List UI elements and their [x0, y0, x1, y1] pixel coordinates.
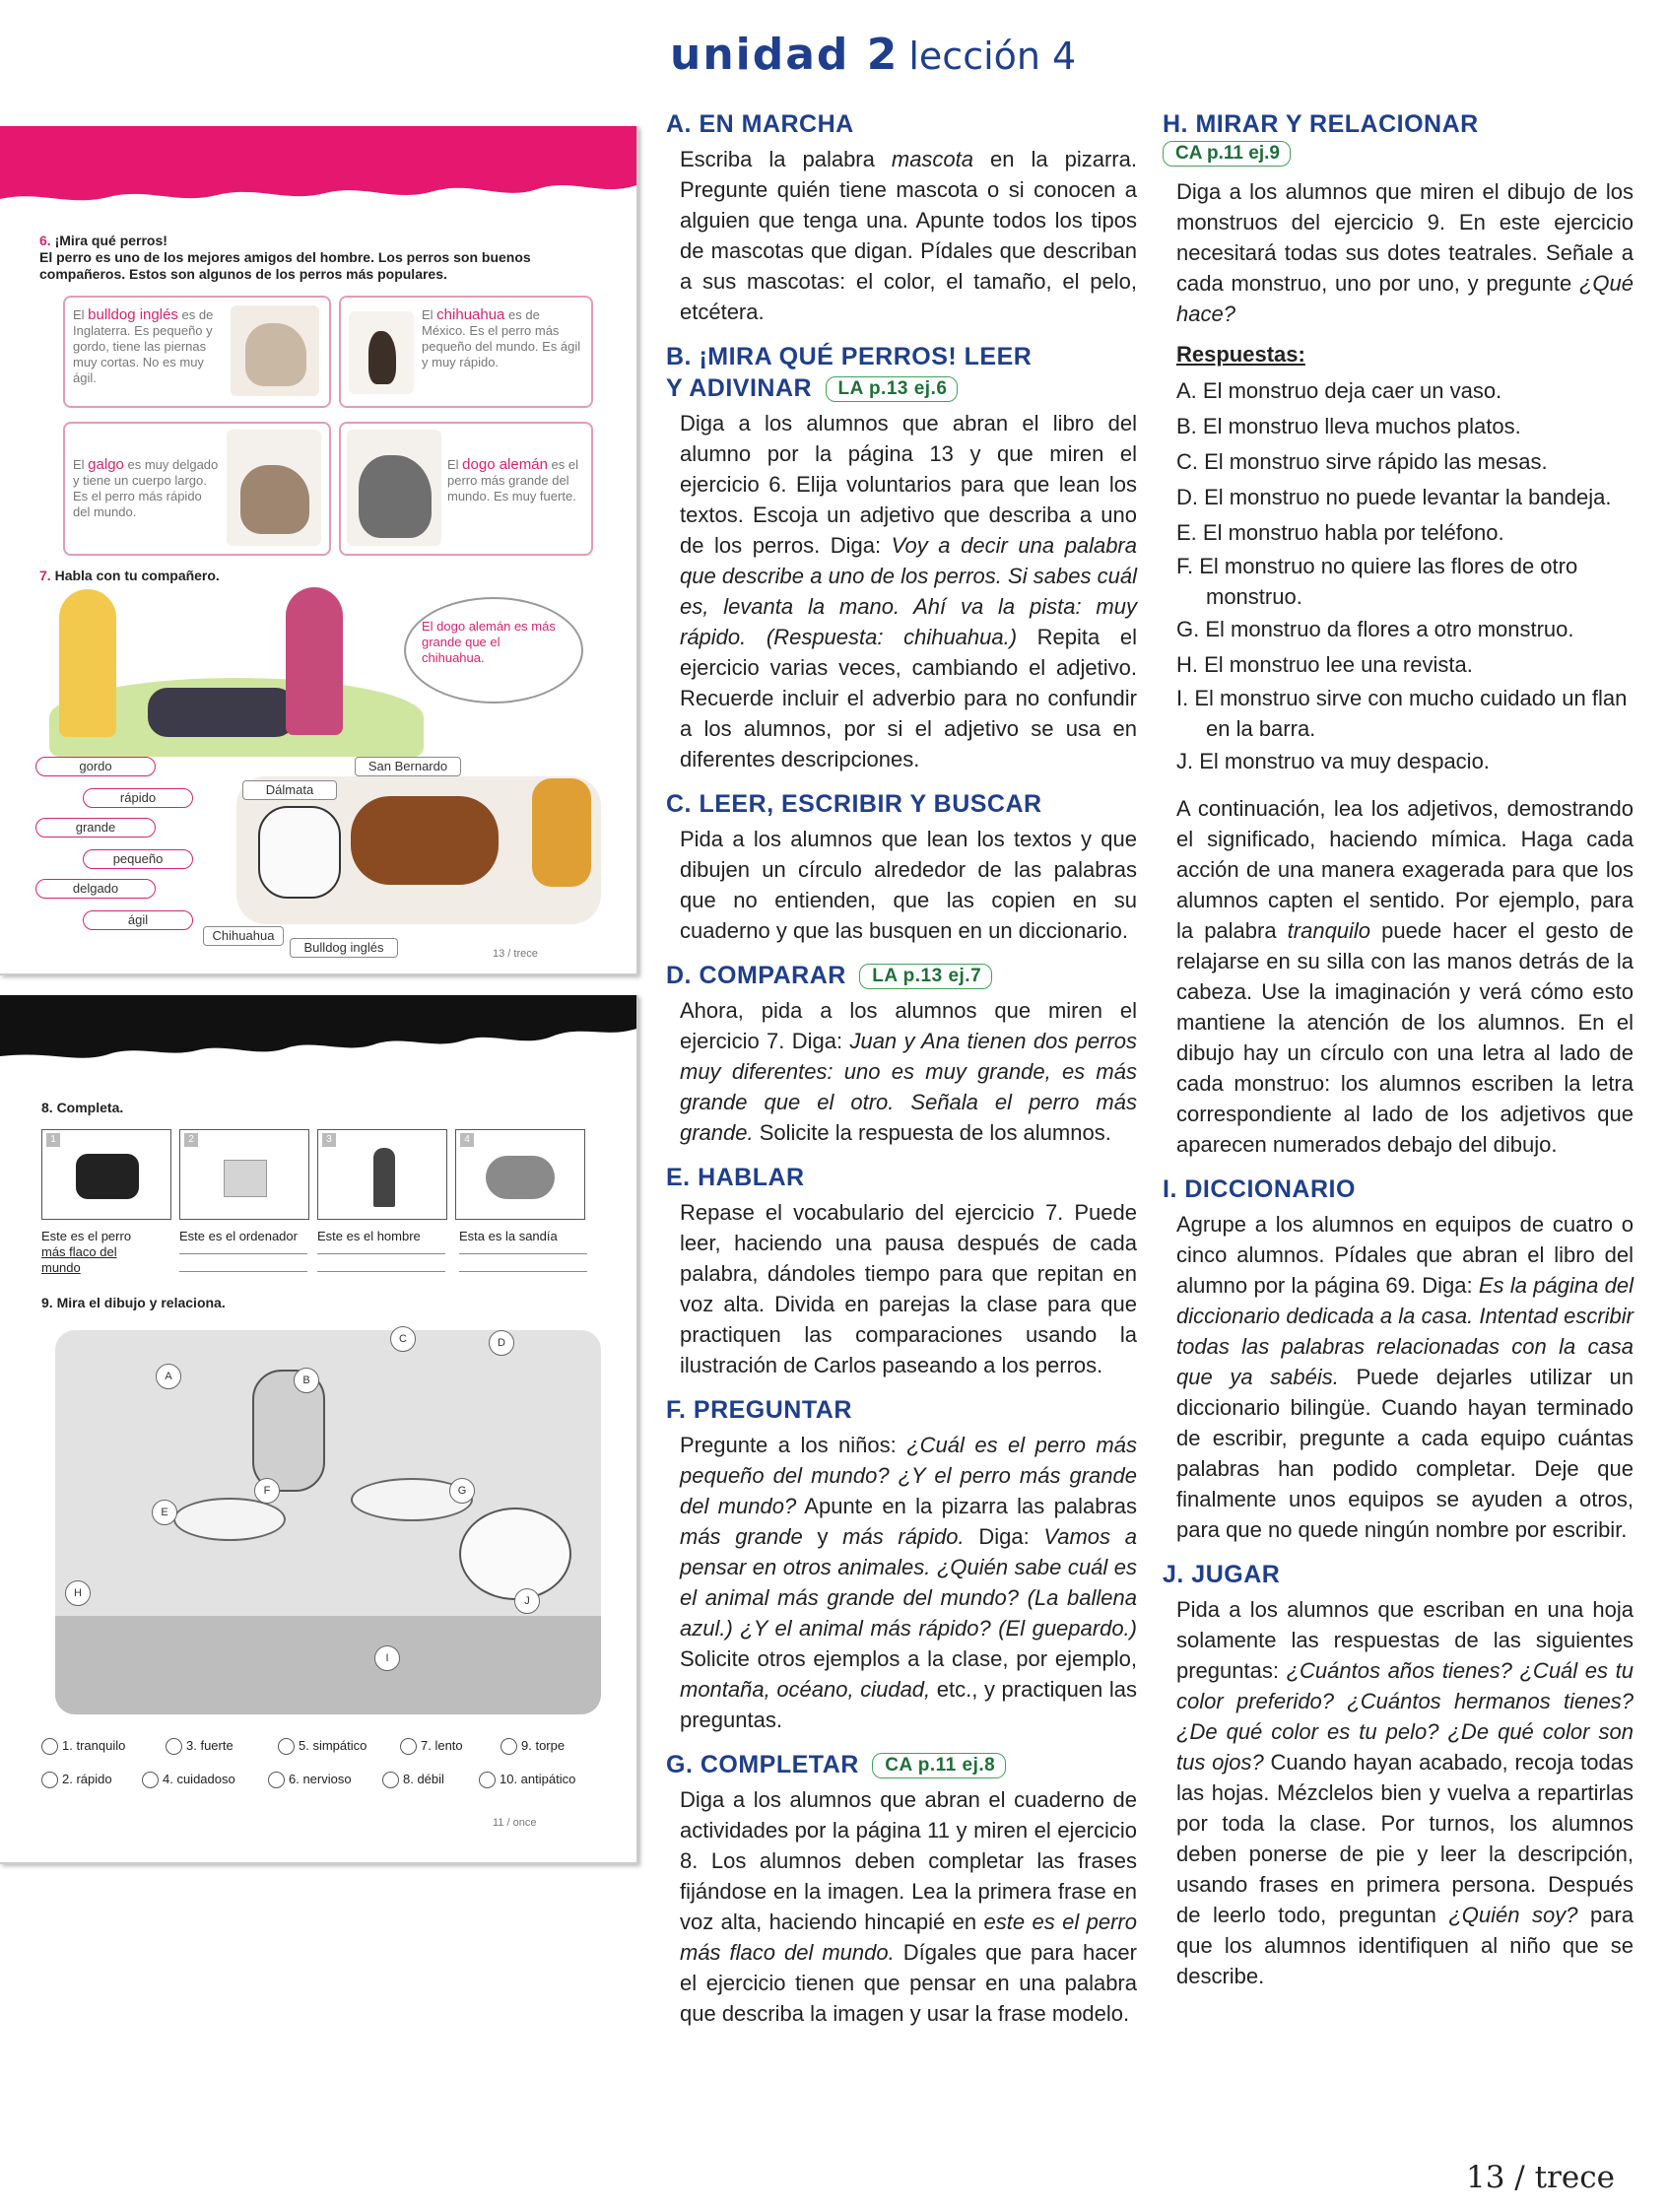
galgo-photo	[227, 430, 321, 546]
section-b-title: B. ¡MIRA QUÉ PERROS! LEER Y ADIVINAR LA p.13 ej.6	[666, 343, 1033, 402]
option-6: 6. nervioso	[268, 1772, 352, 1788]
student-book-page-13	[0, 126, 638, 975]
answer-f: F. El monstruo no quiere las flores de otro monstruo.	[1176, 554, 1578, 609]
section-a-title: A. EN MARCHA	[666, 110, 854, 138]
label-dalmata: Dálmata	[242, 780, 337, 800]
pink-torn-band	[0, 126, 636, 211]
speech-bubble-text: El dogo alemán es más grande que el chihuahua.	[422, 619, 556, 665]
section-c-title: C. LEER, ESCRIBIR Y BUSCAR	[666, 790, 1042, 818]
girl-figure	[286, 587, 343, 735]
caption-2: Este es el ordenador	[179, 1229, 298, 1243]
answer-line-4	[459, 1253, 587, 1254]
option-4: 4. cuidadoso	[142, 1772, 235, 1788]
activity-book-page-11	[0, 995, 638, 1864]
bulldog-photo	[231, 305, 319, 396]
ex6-heading: 6. ¡Mira qué perros! El perro es uno de los mejores amigos del hombre. Los perros son buenos compañeros. Estos son algunos de los perros más populares.	[39, 233, 611, 283]
teacher-notes-column-1	[666, 108, 1137, 2029]
answers-list	[1163, 373, 1634, 779]
section-d-body: Ahora, pida a los alumnos que miren el ejercicio 7. Diga: Juan y Ana tienen dos perros muy diferentes: uno es muy grande, es más grande que el otro. Señala el perro más grande. Solicite la respuesta de los alumnos.	[680, 998, 1137, 1145]
answer-j: J. El monstruo va muy despacio.	[1176, 749, 1490, 773]
letter-g: G	[449, 1478, 475, 1504]
thumb1-page-number: 13 / trece	[493, 948, 538, 960]
card-bulldog: El bulldog inglés es de Inglaterra. Es pequeño y gordo, tiene las piernas muy cortas. No es muy ágil.	[63, 296, 331, 408]
option-8: 8. débil	[382, 1772, 444, 1788]
option-3: 3. fuerte	[166, 1738, 234, 1755]
table-left	[173, 1498, 286, 1541]
picture-box-4: 4	[455, 1129, 585, 1220]
section-e-body: Repase el vocabulario del ejercicio 7. Puede leer, haciendo una pausa después de cada palabra, dándoles tiempo para que repitan en voz alta. Divida en parejas la clase para que practiquen las comparaciones usando la ilustración de Carlos paseando a los perros.	[680, 1200, 1137, 1377]
ref-la-13-7: LA p.13 ej.7	[859, 964, 992, 989]
greyhound-pic	[76, 1154, 139, 1199]
chihuahua-photo	[349, 311, 414, 394]
section-b-body: Diga a los alumnos que abran el libro del alumno por la página 13 y que miren el ejercicio 6. Elija voluntarios para que lean los textos. Escoja un adjetivo que describa a uno de los perros. Diga: Voy a decir una palabra que describe a uno de los perros. Si sabes cuál es, levanta la mano. Ahí va la pista: muy rápido. (Respuesta: chihuahua.) Repita el ejercicio varias veces, cambiando el adjetivo. Recuerde incluir el adverbio para no confundir a los alumnos, por si el adjetivo se usa en diferentes descripciones.	[680, 411, 1137, 771]
man-pic	[373, 1148, 395, 1207]
adj-gordo: gordo	[35, 757, 156, 776]
section-h-title: H. MIRAR Y RELACIONAR	[1163, 110, 1479, 138]
answer-a: A. El monstruo deja caer un vaso.	[1176, 378, 1502, 403]
letter-j: J	[514, 1588, 540, 1614]
letter-e: E	[152, 1500, 177, 1525]
answer-h: H. El monstruo lee una revista.	[1176, 652, 1473, 677]
ref-la-13-6: LA p.13 ej.6	[826, 376, 959, 402]
option-5: 5. simpático	[278, 1738, 367, 1755]
letter-a: A	[156, 1364, 181, 1389]
adj-delgado: delgado	[35, 879, 156, 899]
dalmatian-shape	[258, 806, 341, 899]
caption-3: Este es el hombre	[317, 1229, 421, 1243]
ref-ca-11-8: CA p.11 ej.8	[872, 1753, 1006, 1778]
unit-lesson-header	[670, 30, 1076, 80]
saint-bernard-shape	[351, 796, 499, 885]
caption-1: Este es el perro	[41, 1229, 132, 1243]
answer-line-2b	[179, 1271, 307, 1272]
section-i-body: Agrupe a los alumnos en equipos de cuatro o cinco alumnos. Pídales que abran el libro del alumno por la página 69. Diga: Es la página del diccionario dedicada a la casa. Intentad escribir todas las palabras relacionadas con la casa que ya sabéis. Puede dejarles utilizar un diccionario bilingüe. Cuando hayan terminado de escribir, pregunte a cada equipo cuántas palabras han podido completar. Deje que finalmente unos equipos se ayuden a otros, para que no quede ningún nombre por escribir.	[1176, 1212, 1635, 1542]
card-galgo: El galgo es muy delgado y tiene un cuerpo largo. Es el perro más rápido del mundo.	[63, 422, 331, 556]
black-torn-band	[0, 995, 636, 1080]
section-h-mimic: A continuación, lea los adjetivos, demostrando el significado, haciendo mímica. Haga cada acción de una manera exagerada para que los alumnos capten el sentido. Por ejemplo, para la palabra tranquilo puede hacer el gesto de relajarse en su silla con las manos detrás de la cabeza. Use la imaginación y verá cómo esto mantiene la atención de los alumnos. En el dibujo hay un círculo con una letra al lado de cada monstruo: los alumnos escriben la letra correspondiente al lado de los adjetivos que aparecen numerados debajo del dibujo.	[1176, 796, 1634, 1157]
adj-rapido: rápido	[83, 788, 193, 808]
section-e-title: E. HABLAR	[666, 1164, 805, 1191]
lesson-title: lección 4	[908, 34, 1077, 78]
label-san-bernardo: San Bernardo	[355, 757, 461, 776]
page-number: 13 / trece	[1466, 2160, 1615, 2195]
adj-pequeno: pequeño	[83, 849, 193, 869]
letter-b: B	[294, 1368, 319, 1393]
ex6-intro: El perro es uno de los mejores amigos del hombre. Los perros son buenos compañeros. Estos son algunos de los perros más populares.	[39, 249, 531, 282]
section-i-title: I. DICCIONARIO	[1163, 1175, 1356, 1203]
answer-line-2	[179, 1253, 307, 1254]
option-7: 7. lento	[400, 1738, 463, 1755]
section-d-title: D. COMPARAR LA p.13 ej.7	[666, 960, 1137, 991]
caption-4: Esta es la sandía	[459, 1229, 558, 1243]
option-10: 10. antipático	[479, 1772, 575, 1788]
ex8-heading: 8. Completa.	[41, 1100, 124, 1115]
boy-figure	[59, 589, 116, 737]
section-a-body: Escriba la palabra mascota en la pizarra. Pregunte quién tiene mascota o si conocen a alguien que tenga una. Apunte todos los tipos de mascotas que digan. Pídales que describan a sus mascotas: el color, el tamaño, el pelo, etcétera.	[680, 147, 1137, 324]
picture-box-1: 1	[41, 1129, 171, 1220]
answers-title: Respuestas:	[1176, 342, 1305, 367]
example-answer: más flaco del mundo	[41, 1244, 117, 1275]
ex7-heading: 7. Habla con tu compañero.	[39, 568, 220, 583]
answer-d: D. El monstruo no puede levantar la bandeja.	[1176, 485, 1612, 509]
option-1: 1. tranquilo	[41, 1738, 125, 1755]
label-bulldog: Bulldog inglés	[290, 938, 398, 958]
picture-box-2: 2	[179, 1129, 309, 1220]
option-9: 9. torpe	[500, 1738, 565, 1755]
dogs-group	[148, 688, 296, 737]
section-g-body: Diga a los alumnos que abran el cuaderno de actividades por la página 11 y miren el ejercicio 8. Los alumnos deben completar las frases fijándose en la imagen. Lea la primera frase en voz alta, haciendo hincapié en este es el perro más flaco del mundo. Dígales que para hacer el ejercicio tienen que pensar en una palabra que describa la imagen y usar la frase modelo.	[680, 1787, 1137, 2026]
card-chihuahua: El chihuahua es de México. Es el perro más pequeño del mundo. Es ágil y muy rápido.	[339, 296, 593, 408]
answer-g: G. El monstruo da flores a otro monstruo.	[1176, 617, 1574, 641]
section-c-body: Pida a los alumnos que lean los textos y que dibujen un círculo alrededor de las palabras que no entienden, que las copien en su cuaderno y que las busquen en un diccionario.	[680, 827, 1137, 943]
section-j-title: J. JUGAR	[1163, 1561, 1281, 1588]
ex9-heading: 9. Mira el dibujo y relaciona.	[41, 1295, 226, 1310]
card-dogo: El dogo alemán es el perro más grande del mundo. Es muy fuerte.	[339, 422, 593, 556]
letter-c: C	[390, 1326, 416, 1352]
monster-restaurant-illustration	[55, 1330, 601, 1714]
letter-i: I	[374, 1645, 400, 1671]
adj-agil: ágil	[83, 910, 193, 930]
letter-h: H	[65, 1580, 91, 1606]
answer-line-3	[317, 1253, 445, 1254]
answer-i: I. El monstruo sirve con mucho cuidado un flan en la barra.	[1176, 686, 1628, 741]
snail-monster	[459, 1508, 571, 1600]
answer-c: C. El monstruo sirve rápido las mesas.	[1176, 449, 1548, 474]
section-g-title: G. COMPLETAR CA p.11 ej.8	[666, 1749, 1137, 1780]
option-2: 2. rápido	[41, 1772, 112, 1788]
answer-e: E. El monstruo habla por teléfono.	[1176, 520, 1504, 545]
thumb2-page-number: 11 / once	[493, 1817, 537, 1829]
ref-ca-11-9: CA p.11 ej.9	[1163, 141, 1291, 167]
section-f-title: F. PREGUNTAR	[666, 1396, 852, 1424]
letter-f: F	[254, 1478, 280, 1504]
section-j-body: Pida a los alumnos que escriban en una hoja solamente las respuestas de las siguientes preguntas: ¿Cuántos años tienes? ¿Cuál es tu color preferido? ¿Cuántos hermanos tienes? ¿De qué color es tu pelo? ¿De qué color son tus ojos? Cuando hayan acabado, recoja todas las hojas. Mézclelos bien y vuelva a repartirlas por toda la clase. Por turnos, los alumnos deben ponerse de pie y leer la descripción, usando frases en primera persona. Después de leerlo todo, preguntan ¿Quién soy? para que los alumnos identifiquen al niño que se describe.	[1176, 1597, 1635, 1988]
computer-pic	[224, 1160, 267, 1197]
answer-line-4b	[459, 1271, 587, 1272]
teacher-notes-column-2	[1163, 108, 1634, 1991]
answer-line-3b	[317, 1271, 445, 1272]
picture-box-3: 3	[317, 1129, 447, 1220]
label-chihuahua: Chihuahua	[203, 926, 284, 946]
bar-counter	[55, 1616, 601, 1714]
unit-title: unidad 2	[670, 30, 900, 80]
section-f-body: Pregunte a los niños: ¿Cuál es el perro más pequeño del mundo? ¿Y el perro más grande del mundo? Apunte en la pizarra las palabras más grande y más rápido. Diga: Vamos a pensar en otros animales. ¿Quién sabe cuál es el animal más grande del mundo? (La ballena azul.) ¿Y el animal más rápido? (El guepardo.) Solicite otros ejemplos a la clase, por ejemplo, montaña, océano, ciudad, etc., y practiquen las preguntas.	[680, 1433, 1138, 1732]
answer-b: B. El monstruo lleva muchos platos.	[1176, 414, 1521, 438]
letter-d: D	[489, 1330, 514, 1356]
watermelon-pic	[486, 1156, 555, 1199]
adj-grande: grande	[35, 818, 156, 838]
dogo-photo	[347, 430, 441, 546]
section-h-body: Diga a los alumnos que miren el dibujo de los monstruos del ejercicio 9. En este ejercicio necesitará todas sus dotes teatrales. Señale a cada monstruo, uno por uno, y pregunte ¿Qué hace?	[1176, 179, 1634, 326]
boy-walker-shape	[532, 778, 591, 887]
